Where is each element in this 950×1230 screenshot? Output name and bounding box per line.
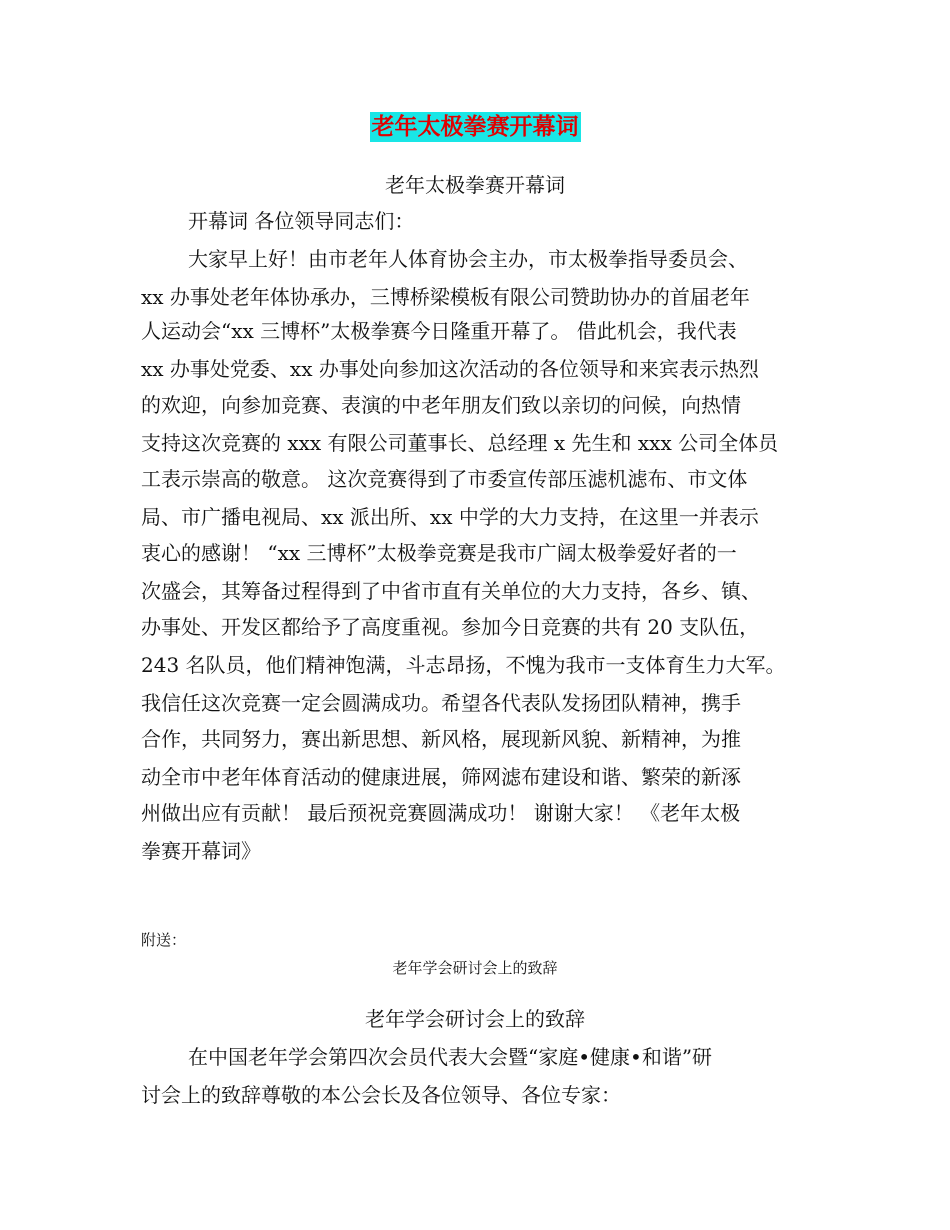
- body-line: xx 办事处党委、xx 办事处向参加这次活动的各位领导和来宾表示热烈: [141, 357, 759, 381]
- document-subtitle: 老年太极拳赛开幕词: [385, 173, 565, 197]
- body-line: 局、市广播电视局、xx 派出所、xx 中学的大力支持，在这里一并表示: [141, 505, 759, 529]
- body-line: 工表示崇高的敬意。 这次竞赛得到了市委宣传部压滤机滤布、市文体: [141, 467, 748, 491]
- body-line: 人运动会“xx 三博杯”太极拳赛今日隆重开幕了。 借此机会，我代表: [141, 319, 737, 343]
- body-line: 州做出应有贡献！ 最后预祝竞赛圆满成功！ 谢谢大家！ 《老年太极: [141, 801, 741, 825]
- appendix-label: 附送：: [141, 931, 187, 949]
- body-line: 的欢迎，向参加竞赛、表演的中老年朋友们致以亲切的问候，向热情: [141, 393, 741, 417]
- appendix-title: 老年学会研讨会上的致辞: [365, 1007, 585, 1031]
- body-line: 243 名队员，他们精神饱满，斗志昂扬，不愧为我市一支体育生力大军。: [141, 653, 786, 677]
- body-line: 衷心的感谢！ “xx 三博杯”太极拳竞赛是我市广阔太极拳爱好者的一: [141, 541, 737, 565]
- body-line: 动全市中老年体育活动的健康进展，筛网滤布建设和谐、繁荣的新涿: [141, 765, 741, 789]
- body-line: 次盛会，其筹备过程得到了中省市直有关单位的大力支持，各乡、镇、: [141, 579, 761, 603]
- body-line: 拳赛开幕词》: [141, 839, 261, 863]
- appendix-line: 在中国老年学会第四次会员代表大会暨“家庭•健康•和谐”研: [188, 1045, 713, 1069]
- body-line: 办事处、开发区都给予了高度重视。参加今日竞赛的共有 20 支队伍，: [141, 615, 760, 639]
- body-line: xx 办事处老年体协承办，三博桥梁模板有限公司赞助协办的首届老年: [141, 285, 750, 309]
- body-line: 我信任这次竞赛一定会圆满成功。希望各代表队发扬团队精神，携手: [141, 691, 741, 715]
- body-line: 支持这次竞赛的 xxx 有限公司董事长、总经理 x 先生和 xxx 公司全体员: [141, 431, 779, 455]
- appendix-line: 讨会上的致辞尊敬的本公会长及各位领导、各位专家：: [141, 1083, 621, 1107]
- document-title: 老年太极拳赛开幕词: [371, 114, 579, 140]
- appendix-small-title: 老年学会研讨会上的致辞: [392, 959, 558, 977]
- title-container: [0, 112, 950, 142]
- body-line: 大家早上好！由市老年人体育协会主办，市太极拳指导委员会、: [188, 247, 748, 271]
- body-line: 合作，共同努力，赛出新思想、新风格，展现新风貌、新精神，为推: [141, 727, 741, 751]
- body-line: 开幕词 各位领导同志们：: [188, 209, 415, 233]
